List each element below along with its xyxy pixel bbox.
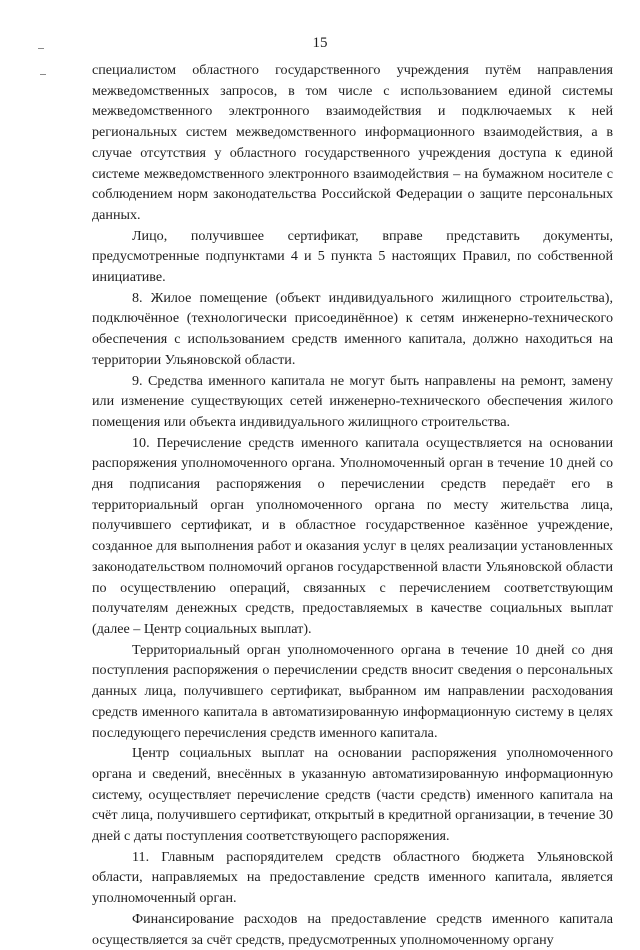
margin-mark [40,74,46,75]
margin-mark [38,48,44,49]
paragraph: специалистом областного государственного учреждения путём направления межведомственных запросов, в том числе с использованием единой системы межведомственного электронного взаимодействия и подключаемых к ней региональных систем межведомственного информационного взаимодействия, а в случае отсутствия у областного государственного учреждения доступа к единой системе межведомственного электронного взаимодействия – на бумажном носителе с соблюдением норм законодательства Российской Федерации о защите персональных данных. [92,62,613,223]
document-body [92,60,613,950]
paragraph: 9. Средства именного капитала не могут быть направлены на ремонт, замену или изменение существующих сетей инженерно-технического обеспечения жилого помещения или объекта индивидуального жилищного строительства. [92,372,613,430]
paragraph: 10. Перечисление средств именного капитала осуществляется на основании распоряжения уполномоченного органа. Уполномоченный орган в течение 10 дней со дня подписания распоряжения о перечислении средств передаёт его в территориальный орган уполномоченного органа по месту жительства лица, получившего сертификат, и в областное государственное казённое учреждение, созданное для выполнения работ и оказания услуг в целях реализации установленных законодательством полномочий органов государственной власти Ульяновской области по осуществлению операций, связанных с перечислением соответствующим получателям денежных средств, предоставляемых в качестве социальных выплат (далее – Центр социальных выплат). [92,434,613,637]
paragraph: Центр социальных выплат на основании распоряжения уполномоченного органа и сведений, внесённых в указанную автоматизированную информационную систему, осуществляет перечисление средств (части средств) именного капитала на счёт лица, получившего сертификат, открытый в кредитной организации, в течение 30 дней с даты поступления соответствующего распоряжения. [92,745,613,845]
paragraph: Лицо, получившее сертификат, вправе представить документы, предусмотренные подпунктами 4 и 5 пункта 5 настоящих Правил, по собственной инициативе. [92,227,613,286]
paragraph: 8. Жилое помещение (объект индивидуального жилищного строительства), подключённое (технологически присоединённое) к сетям инженерно-технического обеспечения с использованием средств именного капитала, должно находиться на территории Ульяновской области. [92,289,613,368]
paragraph: Финансирование расходов на предоставление средств именного капитала осуществляется за счёт средств, предусмотренных уполномоченному органу [92,910,613,948]
page-number: 15 [312,35,328,51]
paragraph: 11. Главным распорядителем средств областного бюджета Ульяновской области, направляемых на предоставление средств именного капитала, является уполномоченный орган. [92,848,613,907]
paragraph: Территориальный орган уполномоченного органа в течение 10 дней со дня поступления распоряжения о перечислении средств вносит сведения о персональных данных лица, получившего сертификат, выбранном им направлении расходования средств именного капитала в автоматизированную информационную систему в целях последующего перечисления средств именного капитала. [92,641,613,741]
